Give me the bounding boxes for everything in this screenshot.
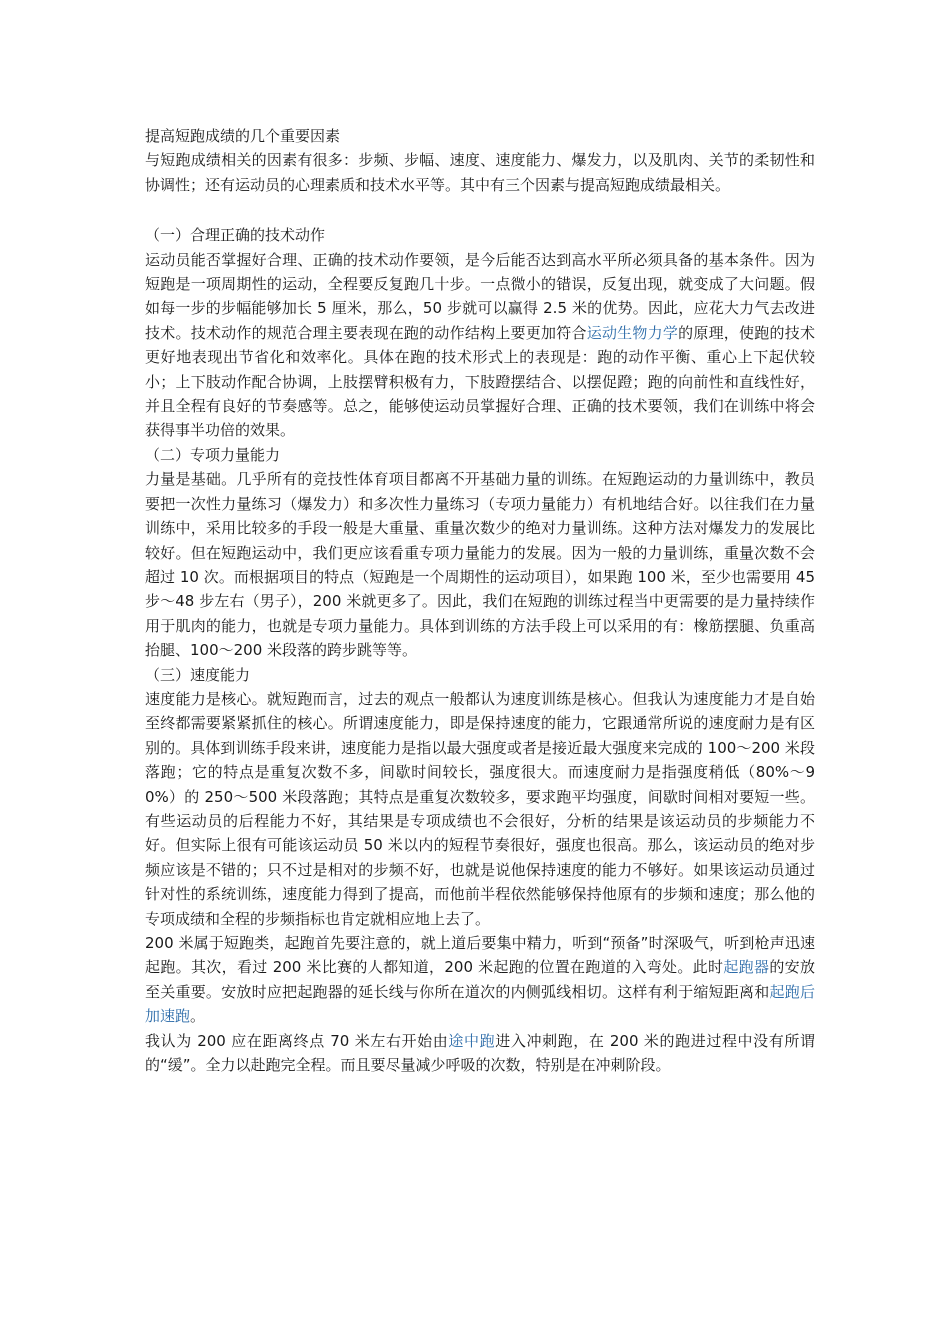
section-1-text-b: 的原理，使跑的技术更好地表现出节省化和效率化。具体在跑的技术形式上的表现是：跑的动作平衡、重心上下起伏较小；上下肢动作配合协调，上肢摆臂积极有力，下肢蹬摆结合、以摆促蹬；跑的向前性和直线性好，并且全程有良好的节奏感等。总之，能够使运动员掌握好合理、正确的技术要领，我们在训练中将会获得事半功倍的效果。 [145,323,815,440]
section-2-paragraph: 力量是基础。几乎所有的竞技性体育项目都离不开基础力量的训练。在短跑运动的力量训练中，教员 要把一次性力量练习（爆发力）和多次性力量练习（专项力量能力）有机地结合好。以往我们在力量训练中，采用比较多的手段一般是大重量、重量次数少的绝对力量训练。这种方法对爆发力的发展比较好。但在短跑运动中，我们更应该看重专项力量能力的发展。因为一般的力量训练，重量次数不会超过 10 次。而根据项目的特点（短跑是一个周期性的运动项目），如果跑 100 米，至少也需要用 45 步～48 步左右（男子），200 米就更多了。因此，我们在短跑的训练过程当中更需要的是力量持续作用于肌肉的能力，也就是专项力量能力。具体到训练的方法手段上可以采用的有：橡筋摆腿、负重高抬腿、100～200 米段落的跨步跳等等。 [145,470,815,660]
section-1-paragraph [145,248,815,443]
link-acceleration-after-start[interactable]: 起跑后加速跑 [145,982,815,1026]
start-text-a: 200 米属于短跑类，起跑首先要注意的，就上道后要集中精力，听到“预备”时深吸气，听到枪声迅速起跑。其次，看过 200 米比赛的人都知道，200 米起跑的位置在跑道的入弯处。此时 [145,934,815,977]
document-body [145,124,815,1077]
link-sports-biomechanics[interactable]: 运动生物力学 [586,323,679,342]
start-text-b: 的安放至关重要。安放时应把起跑器的延长线与你所在道次的内侧弧线相切。这样有利于缩短距离和 [145,958,815,1001]
section-2-heading: （二）专项力量能力 [145,445,281,464]
paragraph-spacer [145,197,815,223]
section-1-heading: （一）合理正确的技术动作 [145,226,326,245]
finish-text-a: 我认为 200 应在距离终点 70 米左右开始由 [145,1031,449,1050]
link-starting-block[interactable]: 起跑器 [723,958,770,977]
finish-paragraph [145,1029,815,1078]
section-3-heading: （三）速度能力 [145,665,251,684]
section-1-text-a: 运动员能否掌握好合理、正确的技术动作要领，是今后能否达到高水平所必须具备的基本条件。因为短跑是一项周期性的运动，全程要反复跑几十步。一点微小的错误，反复出现，就变成了大问题。假如每一步的步幅能够加长 5 厘米，那么，50 步就可以赢得 2.5 米的优势。因此，应花大力气去改进技术。技术动作的规范合理主要表现在跑的动作结构上要更加符合 [145,250,815,342]
finish-text-b: 进入冲刺跑，在 200 米的跑进过程中没有所谓的“缓”。全力以赴跑完全程。而且要尽量减少呼吸的次数，特别是在冲刺阶段。 [145,1031,815,1075]
link-mid-race-running[interactable]: 途中跑 [448,1031,496,1050]
start-paragraph [145,931,815,1029]
section-3-paragraph: 速度能力是核心。就短跑而言，过去的观点一般都认为速度训练是核心。但我认为速度能力才是自始至终都需要紧紧抓住的核心。所谓速度能力，即是保持速度的能力，它跟通常所说的速度耐力是有区别的。具体到训练手段来讲，速度能力是指以最大强度或者是接近最大强度来完成的 100～200 米段落跑；它的特点是重复次数不多，间歇时间较长，强度很大。而速度耐力是指强度稍低（80%～90%）的 250～500 米段落跑；其特点是重复次数较多，要求跑平均强度，间歇时间相对要短一些。有些运动员的后程能力不好，其结果是专项成绩也不会很好，分析的结果是该运动员的步频能力不好。但实际上很有可能该运动员 50 米以内的短程节奏很好，强度也很高。那么，该运动员的绝对步频应该是不错的；只不过是相对的步频不好，也就是说他保持速度的能力不够好。如果该运动员通过针对性的系统训练，速度能力得到了提高，而他前半程依然能够保持他原有的步频和速度；那么他的专项成绩和全程的步频指标也肯定就相应地上去了。 [145,689,815,928]
document-title: 提高短跑成绩的几个重要因素 [145,127,341,145]
intro-paragraph: 与短跑成绩相关的因素有很多：步频、步幅、速度、速度能力、爆发力，以及肌肉、关节的柔韧性和协调性；还有运动员的心理素质和技术水平等。其中有三个因素与提高短跑成绩最相关。 [145,151,815,194]
start-text-c: 。 [190,1007,206,1026]
